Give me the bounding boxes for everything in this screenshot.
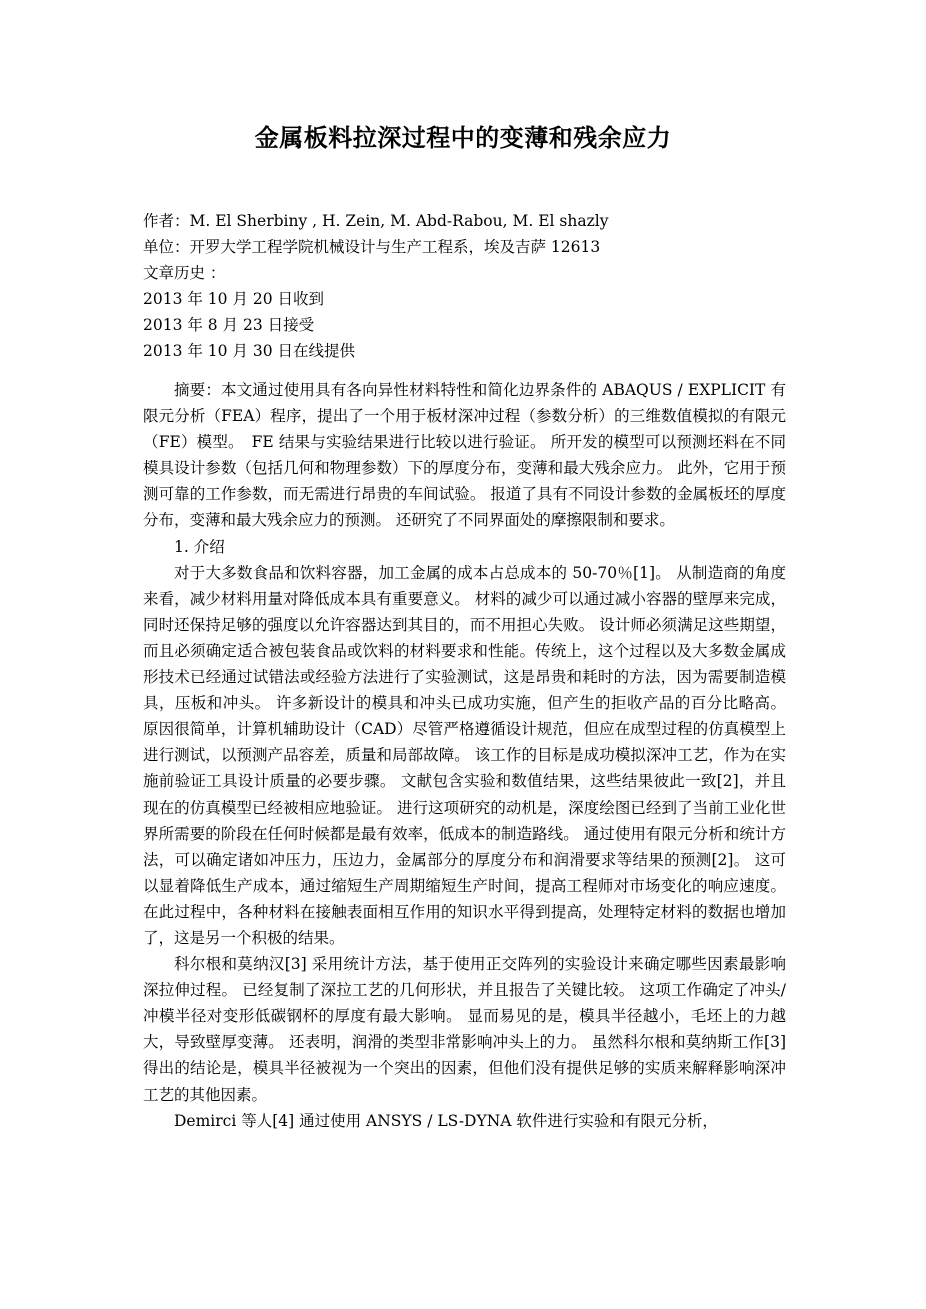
intro-paragraph-2: 科尔根和莫纳汉[3] 采用统计方法，基于使用正交阵列的实验设计来确定哪些因素最影响深拉伸过程。 已经复制了深拉工艺的几何形状，并且报告了关键比较。 这项工作确定了冲头/冲模半径对变形低碳钢杯的厚度有最大影响。 显而易见的是，模具半径越小，毛坯上的力越大，导致壁厚变薄。 还表明，润滑的类型非常影响冲头上的力。 虽然科尔根和莫纳斯工作[3] 得出的结论是，模具半径被视为一个突出的因素，但他们没有提供足够的实质来解释影响深冲工艺的其他因素。 bbox=[143, 955, 786, 1104]
intro-paragraph-1: 对于大多数食品和饮料容器，加工金属的成本占总成本的 50-70％[1]。 从制造商的角度来看，减少材料用量对降低成本具有重要意义。 材料的减少可以通过减小容器的壁厚来完成，同时还保持足够的强度以允许容器达到其目的，而不用担心失败。 设计师必须满足这些期望，而且必须确定适合被包装食品或饮料的材料要求和性能。传统上，这个过程以及大多数金属成形技术已经通过试错法或经验方法进行了实验测试，这是昂贵和耗时的方法，因为需要制造模具，压板和冲头。 许多新设计的模具和冲头已成功实施，但产生的拒收产品的百分比略高。 原因很简单，计算机辅助设计（CAD）尽管严格遵循设计规范，但应在成型过程的仿真模型上进行测试，以预测产品容差，质量和局部故障。 该工作的目标是成功模拟深冲工艺，作为在实施前验证工具设计质量的必要步骤。 文献包含实验和数值结果，这些结果彼此一致[2]，并且现在的仿真模型已经被相应地验证。 进行这项研究的动机是，深度绘图已经到了当前工业化世界所需要的阶段在任何时候都是最有效率，低成本的制造路线。 通过使用有限元分析和统计方法，可以确定诸如冲压力，压边力，金属部分的厚度分布和润滑要求等结果的预测[2]。 这可以显着降低生产成本，通过缩短生产周期缩短生产时间，提高工程师对市场变化的响应速度。 在此过程中，各种材料在接触表面相互作用的知识水平得到提高，处理特定材料的数据也增加了，这是另一个积极的结果。 bbox=[143, 563, 786, 947]
affiliation-line: 单位：开罗大学工程学院机械设计与生产工程系，埃及吉萨 12613 bbox=[143, 238, 601, 256]
received-date: 2013 年 10 月 20 日收到 bbox=[143, 290, 325, 308]
abstract-paragraph: 摘要：本文通过使用具有各向异性材料特性和简化边界条件的 ABAQUS / EXPLICIT 有限元分析（FEA）程序，提出了一个用于板材深冲过程（参数分析）的三维数值模拟的有限元（FE）模型。 FE 结果与实验结果进行比较以进行验证。 所开发的模型可以预测坯料在不同模具设计参数（包括几何和物理参数）下的厚度分布，变薄和最大残余应力。 此外，它用于预测可靠的工作参数，而无需进行昂贵的车间试验。 报道了具有不同设计参数的金属板坯的厚度分布，变薄和最大残余应力的预测。 还研究了不同界面处的摩擦限制和要求。 bbox=[143, 381, 786, 530]
paper-body bbox=[143, 377, 786, 1134]
authors-line: 作者：M. El Sherbiny , H. Zein, M. Abd-Rabou, M. El shazly bbox=[143, 212, 609, 230]
article-metadata bbox=[143, 208, 803, 364]
online-date: 2013 年 10 月 30 日在线提供 bbox=[143, 342, 356, 360]
section-heading-introduction: 1. 介绍 bbox=[174, 537, 225, 556]
intro-paragraph-3: Demirci 等人[4] 通过使用 ANSYS / LS-DYNA 软件进行实验和有限元分析， bbox=[174, 1111, 718, 1130]
paper-title: 金属板料拉深过程中的变薄和残余应力 bbox=[254, 124, 672, 152]
history-label: 文章历史 ： bbox=[143, 264, 226, 282]
accepted-date: 2013 年 8 月 23 日接受 bbox=[143, 316, 315, 334]
